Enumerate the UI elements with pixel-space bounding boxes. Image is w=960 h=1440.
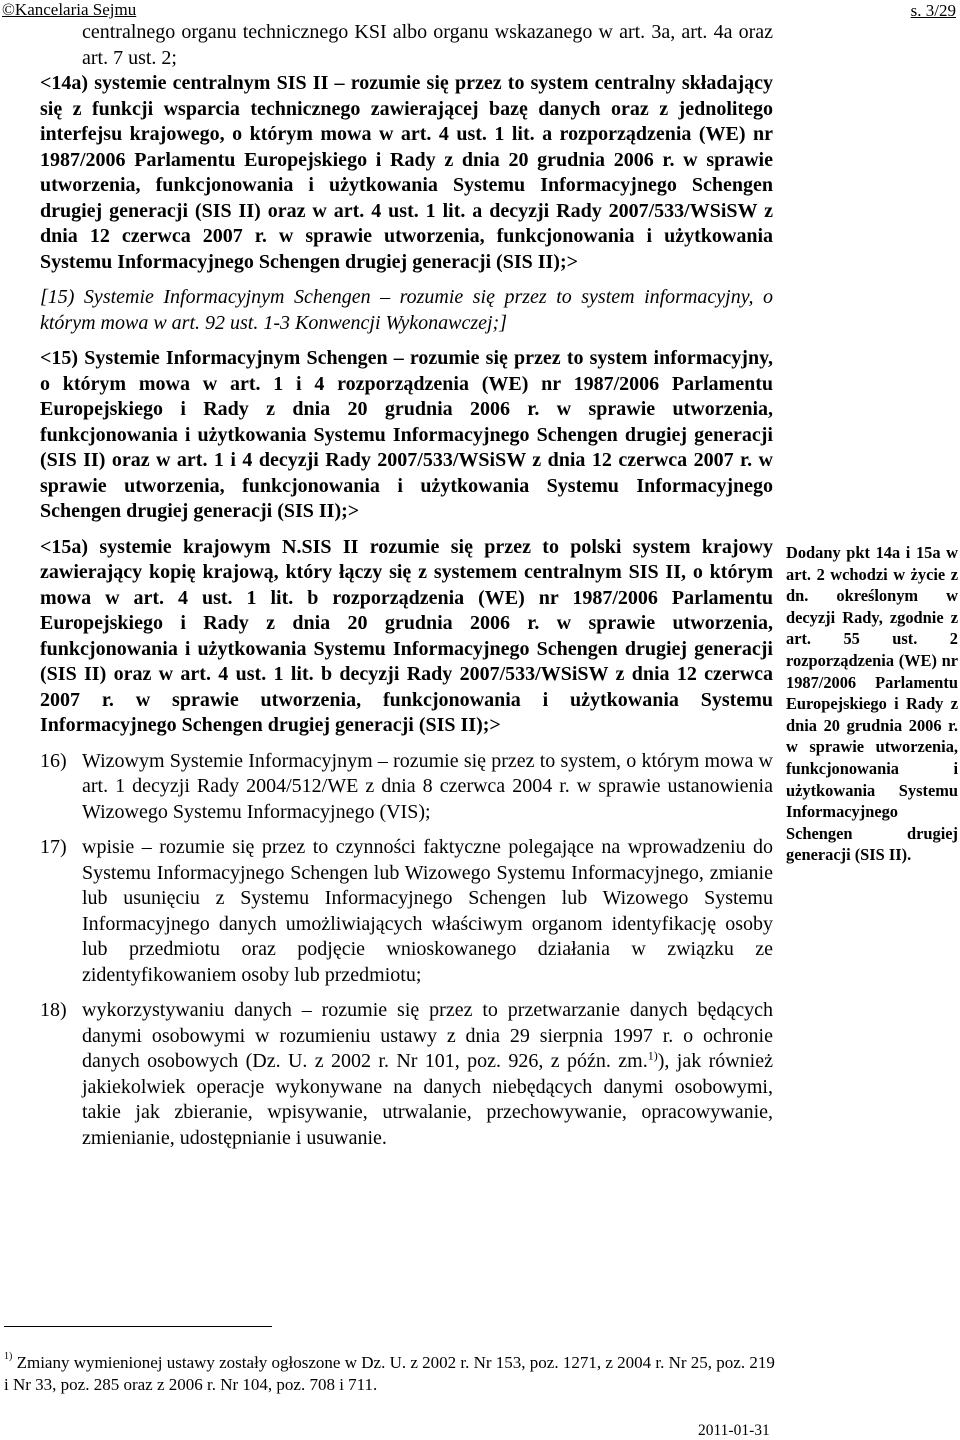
footnote-mark: 1) <box>4 1351 13 1363</box>
paragraph-14a: <14a) systemie centralnym SIS II – rozumie się przez to system centralny składający się z funkcji wsparcia technicznego zawierającej bazę danych oraz z jednolitego interfejsu krajowego, o którym mowa w art. 4 ust. 1 lit. a rozporządzenia (WE) nr 1987/2006 Parlamentu Europejskiego i Rady z dnia 20 grudnia 2006 r. w sprawie utworzenia, funkcjonowania i użytkowania Systemu Informacyjnego Schengen drugiej generacji (SIS II) oraz w art. 4 ust. 1 lit. a decyzji Rady 2007/533/WSiSW z dnia 12 czerwca 2007 r. w sprawie utworzenia, funkcjonowania i użytkowania Systemu Informacyjnego Schengen drugiej generacji (SIS II);> <box>40 72 773 273</box>
footnote-separator <box>4 1326 272 1327</box>
item-number: 17) <box>40 836 67 858</box>
paragraph-15a: <15a) systemie krajowym N.SIS II rozumie się przez to polski system krajowy zawierający kopię krajową, który łączy się z systemem centralnym SIS II, o którym mowa w art. 4 ust. 1 lit. b rozporządzenia (WE) nr 1987/2006 Parlamentu Europejskiego i Rady z dnia 20 grudnia 2006 r. w sprawie utworzenia, funkcjonowania i użytkowania Systemu Informacyjnego Schengen drugiej generacji (SIS II) oraz w art. 4 ust. 1 lit. b decyzji Rady 2007/533/WSiSW z dnia 12 czerwca 2007 r. w sprawie utworzenia, funkcjonowania i użytkowania Systemu Informacyjnego Schengen drugiej generacji (SIS II);> <box>40 535 773 736</box>
list-item-17 <box>40 835 773 988</box>
list-item-18 <box>40 998 773 1151</box>
paragraph-continuation: centralnego organu technicznego KSI albo organu wskazanego w art. 3a, art. 4a oraz art. 7 ust. 2; <box>82 21 773 69</box>
paragraph-15-old: [15) Systemie Informacyjnym Schengen – rozumie się przez to system informacyjny, o którym mowa w art. 92 ust. 1-3 Konwencji Wykonawczej;] <box>40 286 773 334</box>
footnote <box>4 1352 780 1396</box>
document-date: 2011-01-31 <box>698 1422 770 1439</box>
item-number: 16) <box>40 749 67 772</box>
item-text: Wizowym Systemie Informacyjnym – rozumie się przez to system, o którym mowa w art. 1 decyzji Rady 2004/512/WE z dnia 8 czerwca 2004 r. w sprawie ustanowienia Wizowego Systemu Informacyjnego (VIS); <box>82 749 773 823</box>
item-text-start: wykorzystywaniu danych – rozumie się przez to przetwarzanie danych będących danymi osobowymi w rozumieniu ustawy z dnia 29 sierpnia 1997 r. o ochronie danych osobowych (Dz. U. z 2002 r. Nr 101, poz. 926, z późn. zm. <box>82 999 773 1072</box>
footnote-text: Zmiany wymienionej ustawy zostały ogłoszone w Dz. U. z 2002 r. Nr 153, poz. 1271, z 2004 r. Nr 25, poz. 219 i Nr 33, poz. 285 oraz z 2006 r. Nr 104, poz. 708 i 711. <box>4 1353 775 1394</box>
footnote-reference[interactable]: 1) <box>647 1048 658 1063</box>
paragraph-15-new: <15) Systemie Informacyjnym Schengen – rozumie się przez to system informacyjny, o którym mowa w art. 1 i 4 rozporządzenia (WE) nr 1987/2006 Parlamentu Europejskiego i Rady z dnia 20 grudnia 2006 r. w sprawie utworzenia, funkcjonowania i użytkowania Systemu Informacyjnego Schengen drugiej generacji (SIS II) oraz w art. 1 i 4 decyzji Rady 2007/533/WSiSW z dnia 12 czerwca 2007 r. w sprawie utworzenia, funkcjonowania i użytkowania Systemu Informacyjnego Schengen drugiej generacji (SIS II);> <box>40 347 773 522</box>
item-text-end: ), jak również jakiekolwiek operacje wykonywane na danych niebędących danymi osobowymi, takie jak zbieranie, wpisywanie, utrwalanie, przechowywanie, opracowywanie, zmienianie, udostępnianie i usuwanie. <box>82 1050 773 1149</box>
document-body <box>40 20 773 1151</box>
list-item-16 <box>40 749 773 826</box>
header-page-number: s. 3/29 <box>910 1 956 20</box>
item-text: wpisie – rozumie się przez to czynności faktyczne polegające na wprowadzeniu do Systemu Informacyjnego Schengen lub Wizowego Systemu Informacyjnego, zmianie lub usunięciu z Systemu Informacyjnego Schengen lub Wizowego Systemu Informacyjnego danych umożliwiających właściwym organom identyfikację osoby lub przedmiotu oraz podjęcie wnioskowanego działania w związku ze zidentyfikowaniem osoby lub przedmiotu; <box>82 836 773 986</box>
header-publisher: ©Kancelaria Sejmu <box>2 0 137 19</box>
item-number: 18) <box>40 999 67 1021</box>
side-note: Dodany pkt 14a i 15a w art. 2 wchodzi w życie z dn. określonym w decyzji Rady, zgodnie z art. 55 ust. 2 rozporządzenia (WE) nr 1987/2006 Parlamentu Europejskiego i Rady z dnia 20 grudnia 2006 r. w sprawie utworzenia, funkcjonowania i użytkowania Systemu Informacyjnego Schengen drugiej generacji (SIS II). <box>786 543 958 865</box>
